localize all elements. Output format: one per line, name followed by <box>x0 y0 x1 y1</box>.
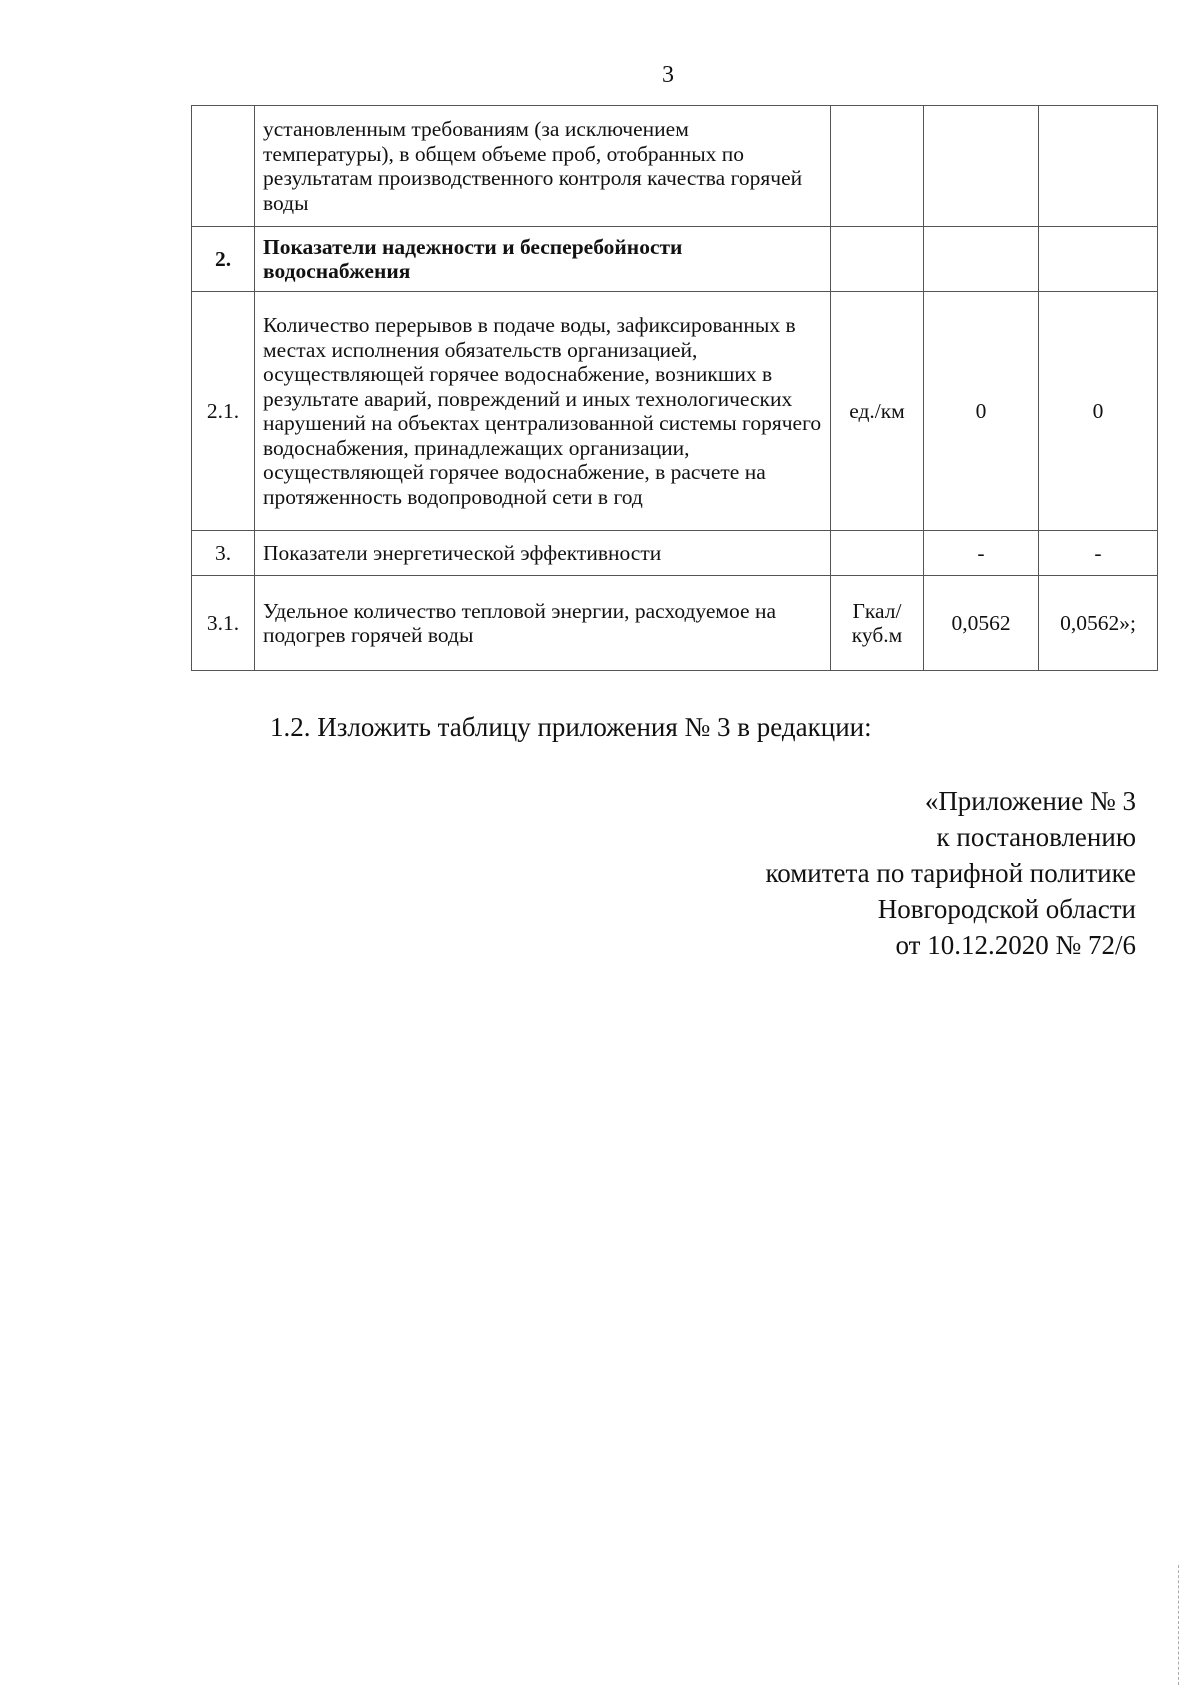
appendix-line: комитета по тарифной политике <box>765 858 1136 888</box>
row-unit <box>831 531 924 576</box>
row-number <box>192 106 255 227</box>
amendment-paragraph: 1.2. Изложить таблицу приложения № 3 в редакции: <box>270 712 872 742</box>
row-name: Показатели энергетической эффективности <box>255 531 831 576</box>
indicators-table <box>191 105 1158 671</box>
page-number: 3 <box>662 62 674 88</box>
row-value-2: - <box>1039 531 1158 576</box>
row-value-1 <box>924 227 1039 292</box>
row-value-2: 0 <box>1039 292 1158 531</box>
row-number: 2.1. <box>192 292 255 531</box>
row-name: Количество перерывов в подаче воды, зафиксированных в местах исполнения обязательств организацией, осуществляющей горячее водоснабжение, возникших в результате аварий, повреждений и иных технологических нарушений на объектах централизованной системы горячего водоснабжения, принадлежащих организации, осуществляющей горячее водоснабжение, в расчете на протяженность водопроводной сети в год <box>255 292 831 531</box>
appendix-header <box>636 783 1136 963</box>
table-row <box>192 576 1158 671</box>
appendix-line: от 10.12.2020 № 72/6 <box>895 930 1136 960</box>
table-row <box>192 531 1158 576</box>
row-number: 2. <box>192 227 255 292</box>
row-name: Удельное количество тепловой энергии, расходуемое на подогрев горячей воды <box>255 576 831 671</box>
row-number: 3. <box>192 531 255 576</box>
appendix-line: Новгородской области <box>877 894 1136 924</box>
row-unit: ед./км <box>831 292 924 531</box>
row-unit <box>831 106 924 227</box>
row-value-1: 0,0562 <box>924 576 1039 671</box>
row-number: 3.1. <box>192 576 255 671</box>
table-row <box>192 292 1158 531</box>
row-value-2 <box>1039 106 1158 227</box>
appendix-line: к постановлению <box>936 822 1136 852</box>
table-row <box>192 106 1158 227</box>
row-unit <box>831 227 924 292</box>
row-value-1 <box>924 106 1039 227</box>
table-row <box>192 227 1158 292</box>
row-value-1: 0 <box>924 292 1039 531</box>
scan-edge-mark <box>1178 1565 1180 1685</box>
row-name: Показатели надежности и бесперебойности водоснабжения <box>255 227 831 292</box>
row-name: установленным требованиям (за исключением температуры), в общем объеме проб, отобранных по результатам производственного контроля качества горячей воды <box>255 106 831 227</box>
appendix-line: «Приложение № 3 <box>924 786 1136 816</box>
row-value-1: - <box>924 531 1039 576</box>
row-value-2 <box>1039 227 1158 292</box>
row-unit: Гкал/ куб.м <box>831 576 924 671</box>
row-value-2: 0,0562»; <box>1039 576 1158 671</box>
